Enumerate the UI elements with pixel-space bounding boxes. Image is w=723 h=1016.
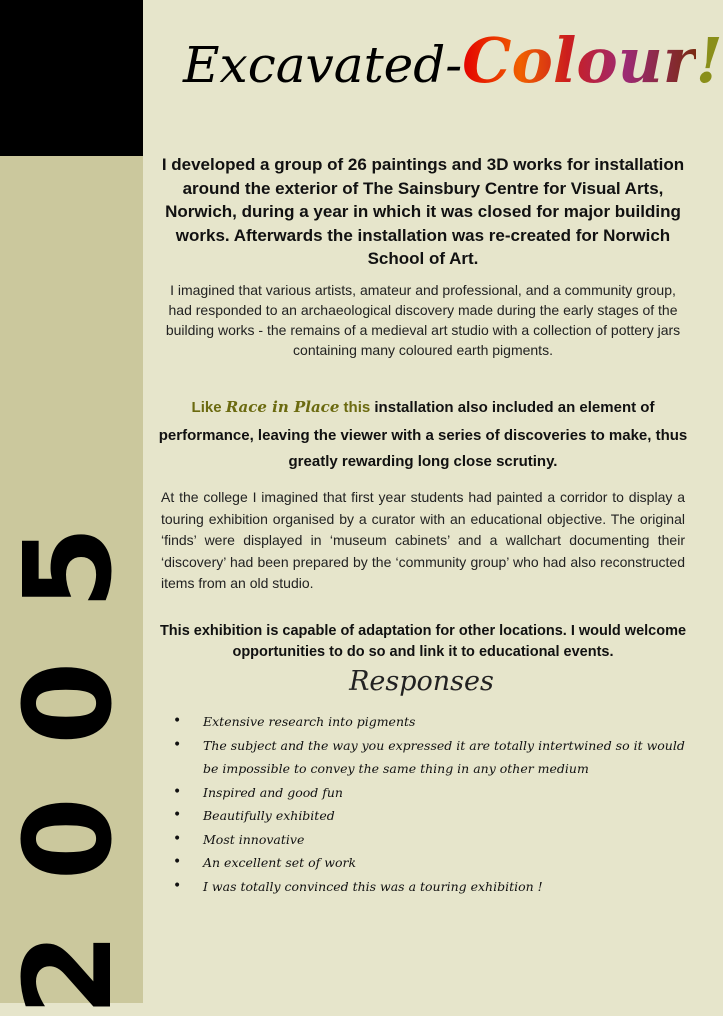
page-title xyxy=(183,24,723,97)
intro-bold-paragraph: I developed a group of 26 paintings and 3D works for installation around the exterior of The Sainsbury Centre for Visual Arts, Norwich, during a year in which it was closed for major building works. Afterwards the installation was re-created for Norwich School of Art. xyxy=(161,155,685,268)
responses-list xyxy=(173,710,698,898)
black-header-block xyxy=(0,0,143,156)
sidebar xyxy=(0,0,143,1016)
title-colour: Colour xyxy=(462,24,696,97)
bullet-icon: • xyxy=(173,713,182,729)
main-content xyxy=(143,0,723,1003)
intro-plain-paragraph: I imagined that various artists, amateur and professional, and a community group, had responded to an archaeological discovery made during the early stages of the building works - the remains of a medieval art studio with a collection of pottery jars containing many coloured earth pigments. xyxy=(165,282,681,358)
list-item xyxy=(173,804,698,828)
bullet-icon: • xyxy=(173,854,182,870)
bullet-icon: • xyxy=(173,830,182,847)
response-text: Beautifully exhibited xyxy=(203,808,335,823)
performance-like: Like xyxy=(191,399,222,416)
year-label: 2005 xyxy=(0,474,139,1016)
response-text: Extensive research into pigments xyxy=(203,714,416,729)
responses-heading: Responses xyxy=(349,666,494,697)
response-text: I was totally convinced this was a touring exhibition ! xyxy=(203,878,543,894)
response-text: Inspired and good fun xyxy=(203,784,343,800)
title-dash: - xyxy=(445,36,463,94)
response-text: The subject and the way you expressed it are totally intertwined so it would be impossible to convey the same thing in any other medium xyxy=(203,737,685,776)
title-excavated: Excavated xyxy=(183,36,446,94)
performance-this: this xyxy=(343,399,371,416)
list-item xyxy=(173,734,698,781)
response-text: An excellent set of work xyxy=(203,855,357,870)
title-exclaim: ! xyxy=(695,24,723,97)
list-item xyxy=(173,851,698,875)
bullet-icon: • xyxy=(173,807,182,823)
list-item xyxy=(173,875,698,899)
performance-rest1: installation also included an element of xyxy=(374,399,655,416)
college-paragraph: At the college I imagined that first year students had painted a corridor to display a touring exhibition organised by a curator with an educational objective. The original ‘finds’ were displayed in ‘museum cabinets’ and a wallchart documenting their ‘discovery’ had been prepared by the ‘community group’ who had also reconstructed items from an old studio. xyxy=(161,489,685,591)
performance-rest2: performance, leaving the viewer with a series of discoveries to make, thus greatly rewarding long close scrutiny. xyxy=(158,427,688,470)
list-item xyxy=(173,710,698,734)
race-in-place-title: Race in Place xyxy=(225,398,340,416)
response-text: Most innovative xyxy=(203,831,305,847)
performance-paragraph xyxy=(158,394,688,475)
list-item xyxy=(173,828,698,852)
bullet-icon: • xyxy=(173,783,182,800)
bullet-icon: • xyxy=(173,877,182,894)
adaptation-paragraph: This exhibition is capable of adaptation for other locations. I would welcome opportunities to do so and link it to educational events. xyxy=(159,623,687,660)
bullet-icon: • xyxy=(173,736,182,753)
list-item xyxy=(173,781,698,805)
